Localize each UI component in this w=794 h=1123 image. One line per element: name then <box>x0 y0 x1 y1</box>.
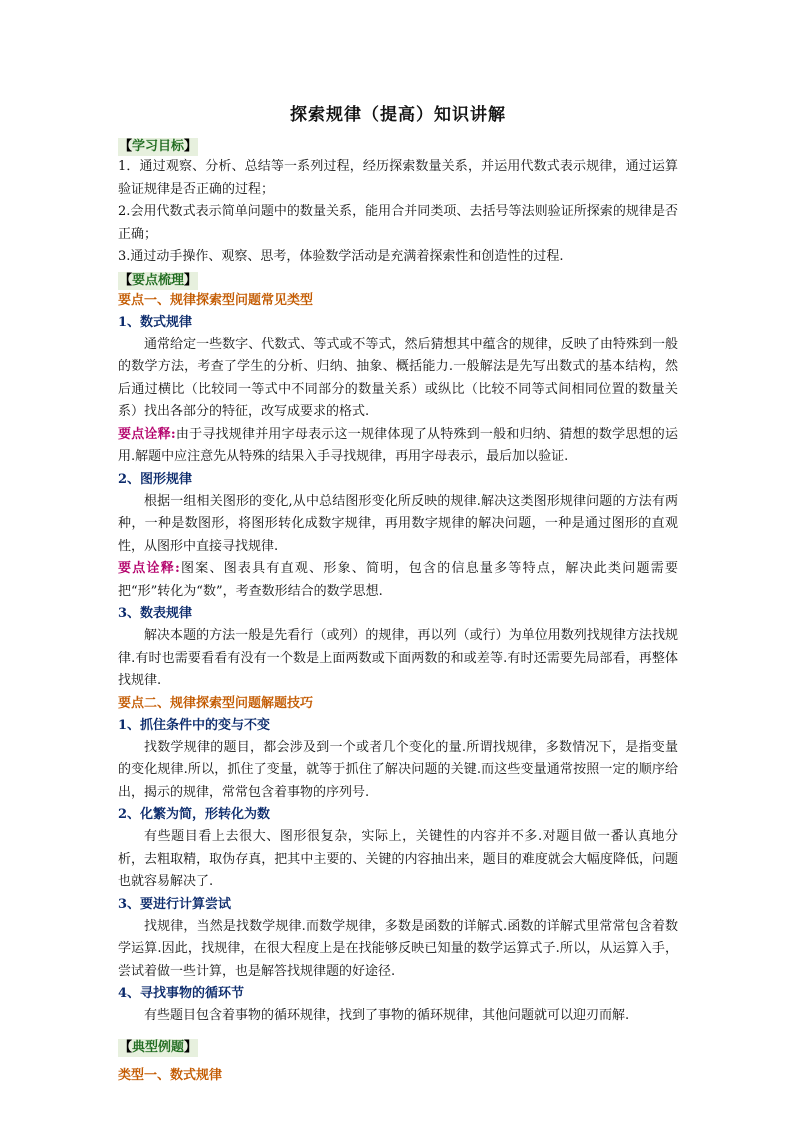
point1-sub1-heading: 1、数式规律 <box>118 314 193 330</box>
note2-text: 图案、图表具有直观、形象、简明，包含的信息量多等特点，解决此类问题需要把“形”转化为“数”，考查数形结合的数学思想. <box>118 561 678 599</box>
goal-item-1: 1．通过观察、分析、总结等一系列过程，经历探索数量关系，并运用代数式表示规律，通过运算验证规律是否正确的过程； <box>118 159 678 197</box>
note1-label: 要点诠释: <box>118 426 176 442</box>
point2-title: 要点二、规律探索型问题解题技巧 <box>118 695 314 711</box>
point2-sub2-heading: 2、化繁为简，形转化为数 <box>118 807 271 822</box>
examples-section <box>118 1036 678 1087</box>
point2-sub1-heading: 1、抓住条件中的变与不变 <box>118 717 271 733</box>
point2-sub2-text: 有些题目看上去很大、图形很复杂，实际上，关键性的内容并不多.对题目做一番认真地分析，去粗取精，取伪存真，把其中主要的、关键的内容抽出来，题目的难度就会大幅度降低，问题也就容易解决了. <box>118 829 678 889</box>
point1-sub2-text: 根据一组相关图形的变化,从中总结图形变化所反映的规律.解决这类图形规律问题的方法有两种，一种是数图形，将图形转化成数字规律，再用数字规律的解决问题，一种是通过图形的直观性，从图形中直接寻找规律. <box>118 493 678 554</box>
point2-sub1-text: 找数学规律的题目，都会涉及到一个或者几个变化的量.所谓找规律，多数情况下，是指变量的变化规律.所以，抓住了变量，就等于抓住了解决问题的关键.而这些变量通常按照一定的顺序给出，揭示的规律，常常包含着事物的序列号. <box>118 739 678 800</box>
type1-title: 类型一、数式规律 <box>118 1067 223 1083</box>
note2-label: 要点诠释: <box>118 561 180 576</box>
goals-tag: 【学习目标】 <box>119 139 198 154</box>
summary-tag: 【要点梳理】 <box>119 272 198 288</box>
point1-sub1-text: 通常给定一些数字、代数式、等式或不等式，然后猜想其中蕴含的规律，反映了由特殊到一般的数学方法，考查了学生的分析、归纳、抽象、概括能力.一般解法是先写出数式的基本结构，然后通过横比（比较同一等式中不同部分的数量关系）或纵比（比较不同等式间相同位置的数量关系）找出各部分的特征，改写成要求的格式. <box>118 336 678 419</box>
summary-section <box>118 269 678 1028</box>
point1-sub3-heading: 3、数表规律 <box>118 606 193 621</box>
point2-sub3-heading: 3、要进行计算尝试 <box>118 896 232 912</box>
point1-title: 要点一、规律探索型问题常见类型 <box>118 292 314 308</box>
goal-item-2: 2.会用代数式表示简单问题中的数量关系，能用合并同类项、去括号等法则验证所探索的规律是否正确； <box>118 204 678 242</box>
document-page <box>118 100 678 1087</box>
note2 <box>118 558 678 603</box>
point2-sub4-heading: 4、寻找事物的循环节 <box>118 986 245 1001</box>
examples-tag: 【典型例题】 <box>119 1039 198 1055</box>
point1-sub2-heading: 2、图形规律 <box>118 471 193 487</box>
note1 <box>118 424 678 469</box>
goal-item-3: 3.通过动手操作、观察、思考，体验数学活动是充满着探索性和创造性的过程. <box>118 249 564 264</box>
note1-text: 由于寻找规律并用字母表示这一规律体现了从特殊到一般和归纳、猜想的数学思想的运用.解题中应注意先从特殊的结果入手寻找规律，再用字母表示，最后加以验证. <box>118 426 678 464</box>
point2-sub3-text: 找规律，当然是找数学规律.而数学规律，多数是函数的详解式.函数的详解式里常常包含着数学运算.因此，找规律，在很大程度上是在找能够反映已知量的数学运算式子.所以，从运算入手，尝试着做一些计算，也是解答找规律题的好途径. <box>118 918 678 979</box>
page-title: 探索规律（提高）知识讲解 <box>290 105 506 125</box>
point1-sub3-text: 解决本题的方法一般是先看行（或列）的规律，再以列（或行）为单位用数列找规律方法找规律.有时也需要看看有没有一个数是上面两数或下面两数的和或差等.有时还需要先局部看，再整体找规律. <box>118 628 678 688</box>
goals-section <box>118 135 678 269</box>
point2-sub4-text: 有些题目包含着事物的循环规律，找到了事物的循环规律，其他问题就可以迎刃而解. <box>144 1008 630 1023</box>
